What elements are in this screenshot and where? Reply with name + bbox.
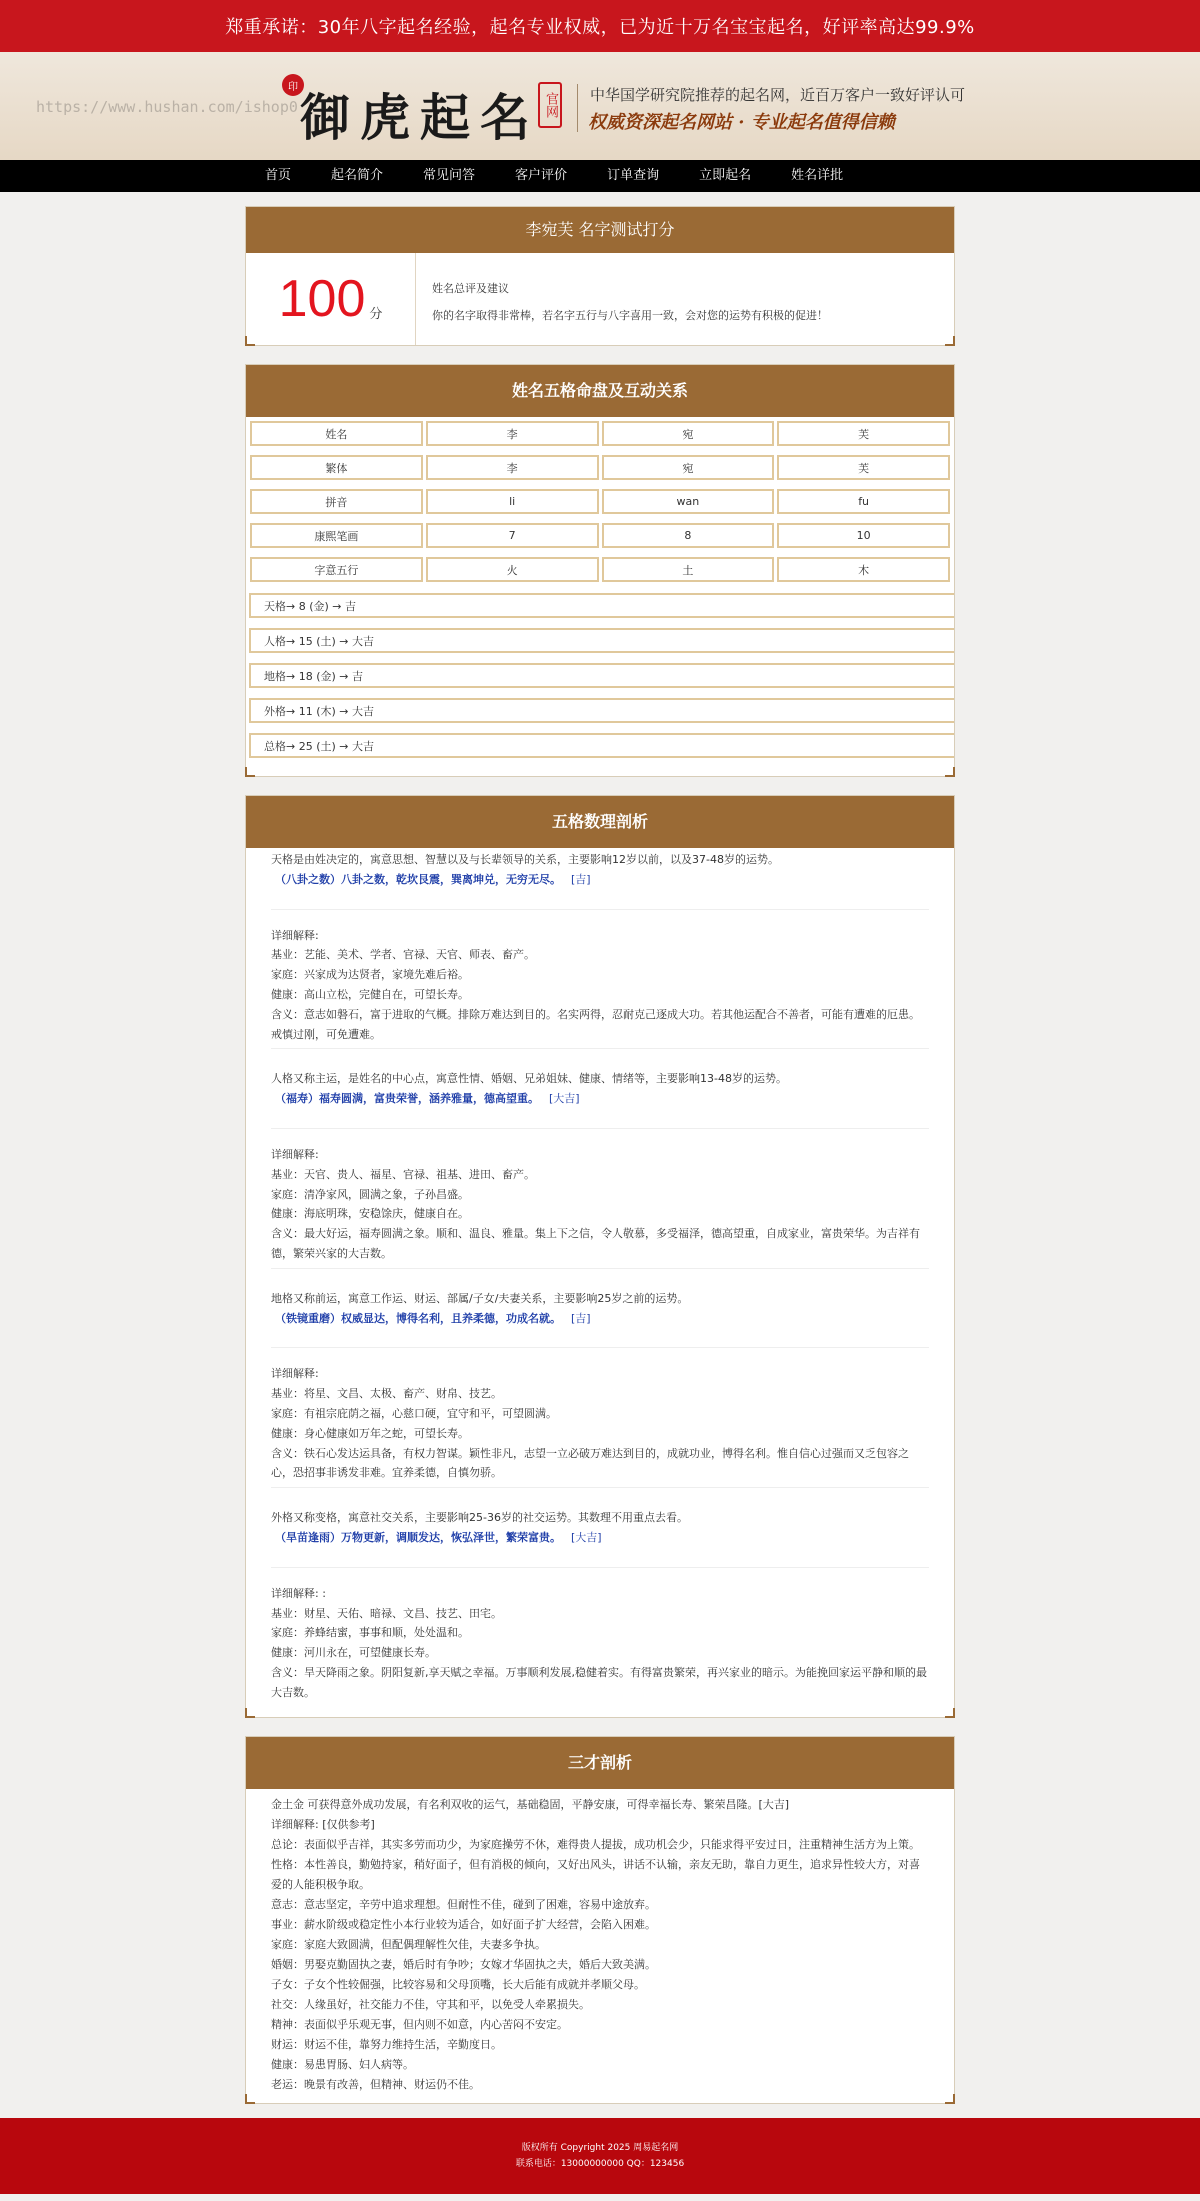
table-cell: 10 [777, 523, 950, 548]
detail-line: 基业：天官、贵人、福星、官禄、祖基、进田、畜产。 [271, 1167, 535, 1181]
analysis-lead: 天格是由姓决定的，寓意思想、智慧以及与长辈领导的关系，主要影响12岁以前，以及37-48岁的运势。 [271, 853, 779, 866]
table-row [249, 421, 951, 446]
verse-text: （铁镜重磨）权威显达，博得名利，且养柔德，功成名就。 [275, 1311, 561, 1325]
grid-earth: 地格→ 18 (金) → 吉 [249, 663, 954, 688]
top-promise-banner: 郑重承诺：30年八字起名经验，起名专业权威，已为近十万名宝宝起名，好评率高达99.9% [0, 0, 1200, 52]
score-display [246, 253, 416, 345]
official-badge: 官网 [538, 82, 562, 128]
grid-total: 总格→ 25 (土) → 大吉 [249, 733, 954, 758]
grid-outer: 外格→ 11 (木) → 大吉 [249, 698, 954, 723]
detail-line: 家庭：养蜂结蜜，事事和顺，处处温和。 [271, 1626, 469, 1640]
detail-line: 健康：高山立松，完健自在，可望长寿。 [271, 987, 469, 1001]
sancai-line: 婚姻：男娶克勤固执之妻，婚后时有争吵；女嫁才华固执之夫，婚后大致美满。 [271, 1957, 656, 1971]
verse-text: （旱苗逢雨）万物更新，调顺发达，恢弘泽世，繁荣富贵。 [275, 1530, 561, 1544]
corner-ornament [245, 336, 255, 346]
nav-start-naming[interactable]: 立即起名 [699, 168, 752, 183]
table-cell: 火 [426, 557, 599, 582]
corner-ornament [945, 2094, 955, 2104]
sancai-line: 老运：晚景有改善，但精神、财运仍不佳。 [271, 2077, 480, 2091]
detail-line: 含义：意志如磐石，富于进取的气概。排除万难达到目的。名实两得，忍耐克己逐成大功。若其他运配合不善者，可能有遭难的厄患。戒慎过刚，可免遭难。 [271, 1007, 920, 1041]
verse-text: （八卦之数）八卦之数，乾坎艮震，巽离坤兑，无穷无尽。 [275, 872, 561, 886]
site-footer [0, 2118, 1200, 2194]
luck-label: [吉] [571, 872, 591, 886]
detail-line: 含义：铁石心发达运具备，有权力智谋。颖性非凡，志望一立必破万难达到目的，成就功业，博得名利。惟自信心过强而又乏包容之心，恐招事非诱发非难。宜养柔德，自慎勿骄。 [271, 1446, 909, 1480]
divider [271, 1548, 929, 1568]
luck-label: [大吉] [549, 1092, 580, 1106]
table-cell: 木 [777, 557, 950, 582]
table-cell: 李 [426, 455, 599, 480]
sancai-body [246, 1789, 954, 2103]
table-cell-label: 姓名 [250, 421, 423, 446]
table-cell-label: 康熙笔画 [250, 523, 423, 548]
luck-label: [大吉] [571, 1530, 602, 1544]
wuge-table [246, 417, 954, 593]
table-row [249, 557, 951, 582]
analysis-verse [271, 870, 929, 890]
sancai-panel [245, 1736, 955, 2104]
analysis-block [271, 1269, 929, 1488]
grid-heaven: 天格→ 8 (金) → 吉 [249, 593, 954, 618]
analysis-block [271, 850, 929, 1049]
score-unit: 分 [369, 306, 383, 322]
divider [271, 890, 929, 910]
analysis-lead: 外格又称变格，寓意社交关系，主要影响25-36岁的社交运势。其数理不用重点去看。 [271, 1511, 688, 1525]
analysis-verse [271, 1309, 929, 1329]
table-cell: 宛 [602, 455, 775, 480]
table-row [249, 489, 951, 514]
corner-ornament [245, 1708, 255, 1718]
nav-intro[interactable]: 起名简介 [331, 168, 384, 183]
detail-line: 基业：财星、天佑、暗禄、文昌、技艺、田宅。 [271, 1606, 502, 1620]
score-summary-text: 你的名字取得非常棒，若名字五行与八字喜用一致，会对您的运势有积极的促进！ [432, 309, 828, 322]
nav-reviews[interactable]: 客户评价 [515, 168, 568, 183]
table-cell: 芙 [777, 421, 950, 446]
analysis-body [246, 850, 954, 1717]
analysis-block [271, 1488, 929, 1706]
url-watermark: https://www.hushan.com/ishop0 [36, 98, 298, 116]
detail-line: 基业：将星、文昌、太极、畜产、财帛、技艺。 [271, 1387, 502, 1401]
analysis-lead: 地格又称前运，寓意工作运、财运、部属/子女/夫妻关系，主要影响25岁之前的运势。 [271, 1291, 689, 1305]
nav-faq[interactable]: 常见问答 [423, 168, 476, 183]
table-cell: 李 [426, 421, 599, 446]
nav-order-lookup[interactable]: 订单查询 [607, 168, 660, 183]
analysis-lead: 人格又称主运，是姓名的中心点，寓意性情、婚姻、兄弟姐妹、健康、情绪等，主要影响13-48岁的运势。 [271, 1072, 787, 1086]
detail-line: 家庭：清净家风，圆满之象，子孙昌盛。 [271, 1187, 469, 1201]
footer-copyright: 版权所有 Copyright 2025 周易起名网 [521, 2142, 679, 2153]
grid-person: 人格→ 15 (土) → 大吉 [249, 628, 954, 653]
table-cell-label: 繁体 [250, 455, 423, 480]
score-panel [245, 206, 955, 346]
sancai-line: 家庭：家庭大致圆满，但配偶理解性欠佳，夫妻多争执。 [271, 1937, 546, 1951]
tagline-secondary: 权威资深起名网站 · 专业起名值得信赖 [588, 112, 895, 133]
sancai-line: 财运：财运不佳，靠努力维持生活，辛勤度日。 [271, 2037, 502, 2051]
analysis-panel [245, 795, 955, 1718]
table-cell: 7 [426, 523, 599, 548]
sancai-line: 性格：本性善良，勤勉持家，稍好面子，但有消极的倾向，又好出风头，讲话不认输，亲友无助，靠自力更生，追求异性较大方，对喜爱的人能积极争取。 [271, 1857, 920, 1891]
table-cell-label: 拼音 [250, 489, 423, 514]
analysis-verse [271, 1528, 929, 1548]
detail-line: 详细解释: : [271, 1586, 326, 1600]
analysis-block [271, 1049, 929, 1268]
sancai-line: 健康：易患胃肠、妇人病等。 [271, 2057, 414, 2071]
footer-contact: 联系电话：13000000000 QQ：123456 [515, 2158, 685, 2169]
table-cell: wan [602, 489, 775, 514]
corner-ornament [245, 2094, 255, 2104]
table-cell: fu [777, 489, 950, 514]
analysis-panel-title: 五格数理剖析 [246, 796, 954, 848]
detail-line: 详细解释: [271, 1367, 319, 1381]
five-grid-list [246, 593, 954, 776]
corner-ornament [945, 1708, 955, 1718]
corner-ornament [945, 767, 955, 777]
detail-line: 含义：旱天降雨之象。阴阳复新,享天赋之幸福。万事顺利发展,稳健着实。有得富贵繁荣，再兴家业的暗示。为能挽回家运平静和顺的最大吉数。 [271, 1665, 927, 1699]
score-summary-title: 姓名总评及建议 [432, 282, 509, 295]
table-row [249, 455, 951, 480]
main-content [245, 206, 955, 2104]
divider [271, 1109, 929, 1129]
table-cell: 宛 [602, 421, 775, 446]
table-row [249, 523, 951, 548]
detail-line: 详细解释: [271, 1147, 319, 1161]
tagline-divider [577, 84, 578, 132]
verse-text: （福寿）福寿圆满，富贵荣誉，涵养雅量，德高望重。 [275, 1092, 539, 1106]
score-summary [416, 253, 844, 345]
detail-line: 基业：艺能、美术、学者、官禄、天官、师表、畜产。 [271, 948, 535, 962]
detail-line: 健康：身心健康如万年之蛇，可望长寿。 [271, 1426, 469, 1440]
detail-line: 详细解释: [271, 928, 319, 942]
sancai-line: 详细解释: [仅供参考] [271, 1817, 375, 1831]
main-nav [0, 160, 1200, 192]
analysis-verse [271, 1089, 929, 1109]
nav-name-detail[interactable]: 姓名详批 [791, 168, 844, 183]
wuge-panel [245, 364, 955, 777]
table-cell-label: 字意五行 [250, 557, 423, 582]
detail-line: 健康：海底明珠，安稳馀庆，健康自在。 [271, 1207, 469, 1221]
sancai-panel-title: 三才剖析 [246, 1737, 954, 1789]
sancai-line: 金土金 可获得意外成功发展，有名利双收的运气，基础稳固，平静安康，可得幸福长寿、繁荣昌隆。[大吉] [271, 1797, 790, 1811]
sancai-line: 总论：表面似乎吉祥，其实多劳而功少，为家庭操劳不休，难得贵人提拔，成功机会少，只能求得平安过日，注重精神生活方为上策。 [271, 1837, 920, 1851]
sancai-line: 子女：子女个性较倔强，比较容易和父母顶嘴，长大后能有成就并孝顺父母。 [271, 1977, 645, 1991]
site-header [0, 52, 1200, 160]
table-cell: li [426, 489, 599, 514]
wuge-panel-title: 姓名五格命盘及互动关系 [246, 365, 954, 417]
table-cell: 芙 [777, 455, 950, 480]
corner-ornament [945, 336, 955, 346]
score-panel-title: 李宛芙 名字测试打分 [246, 207, 954, 253]
detail-line: 家庭：有祖宗庇荫之福，心慈口硬，宜守和平，可望圆满。 [271, 1406, 557, 1420]
divider [271, 1328, 929, 1348]
table-cell: 土 [602, 557, 775, 582]
sancai-line: 社交：人缘虽好，社交能力不佳，守其和平，以免受人牵累损失。 [271, 1997, 590, 2011]
table-cell: 8 [602, 523, 775, 548]
score-value: 100 [278, 270, 366, 328]
site-logo[interactable]: 御虎起名 [300, 88, 540, 147]
luck-label: [吉] [571, 1311, 591, 1325]
corner-ornament [245, 767, 255, 777]
seal-icon: 印 [282, 74, 304, 96]
tagline-primary: 中华国学研究院推荐的起名网，近百万客户一致好评认可 [590, 86, 966, 104]
detail-line: 健康：河川永在，可望健康长寿。 [271, 1646, 436, 1660]
detail-line: 含义：最大好运，福寿圆满之象。顺和、温良、雅量。集上下之信，令人敬慕，多受福泽，德高望重，自成家业，富贵荣华。为吉祥有德，繁荣兴家的大吉数。 [271, 1227, 920, 1260]
detail-line: 家庭：兴家成为达贤者，家境先难后裕。 [271, 968, 469, 982]
sancai-line: 精神：表面似乎乐观无事，但内则不如意，内心苦闷不安定。 [271, 2017, 568, 2031]
nav-home[interactable]: 首页 [265, 168, 292, 183]
sancai-line: 意志：意志坚定，辛劳中追求理想。但耐性不佳，碰到了困难，容易中途放弃。 [271, 1897, 656, 1911]
sancai-line: 事业：薪水阶级或稳定性小本行业较为适合，如好面子扩大经营，会陷入困难。 [271, 1917, 656, 1931]
